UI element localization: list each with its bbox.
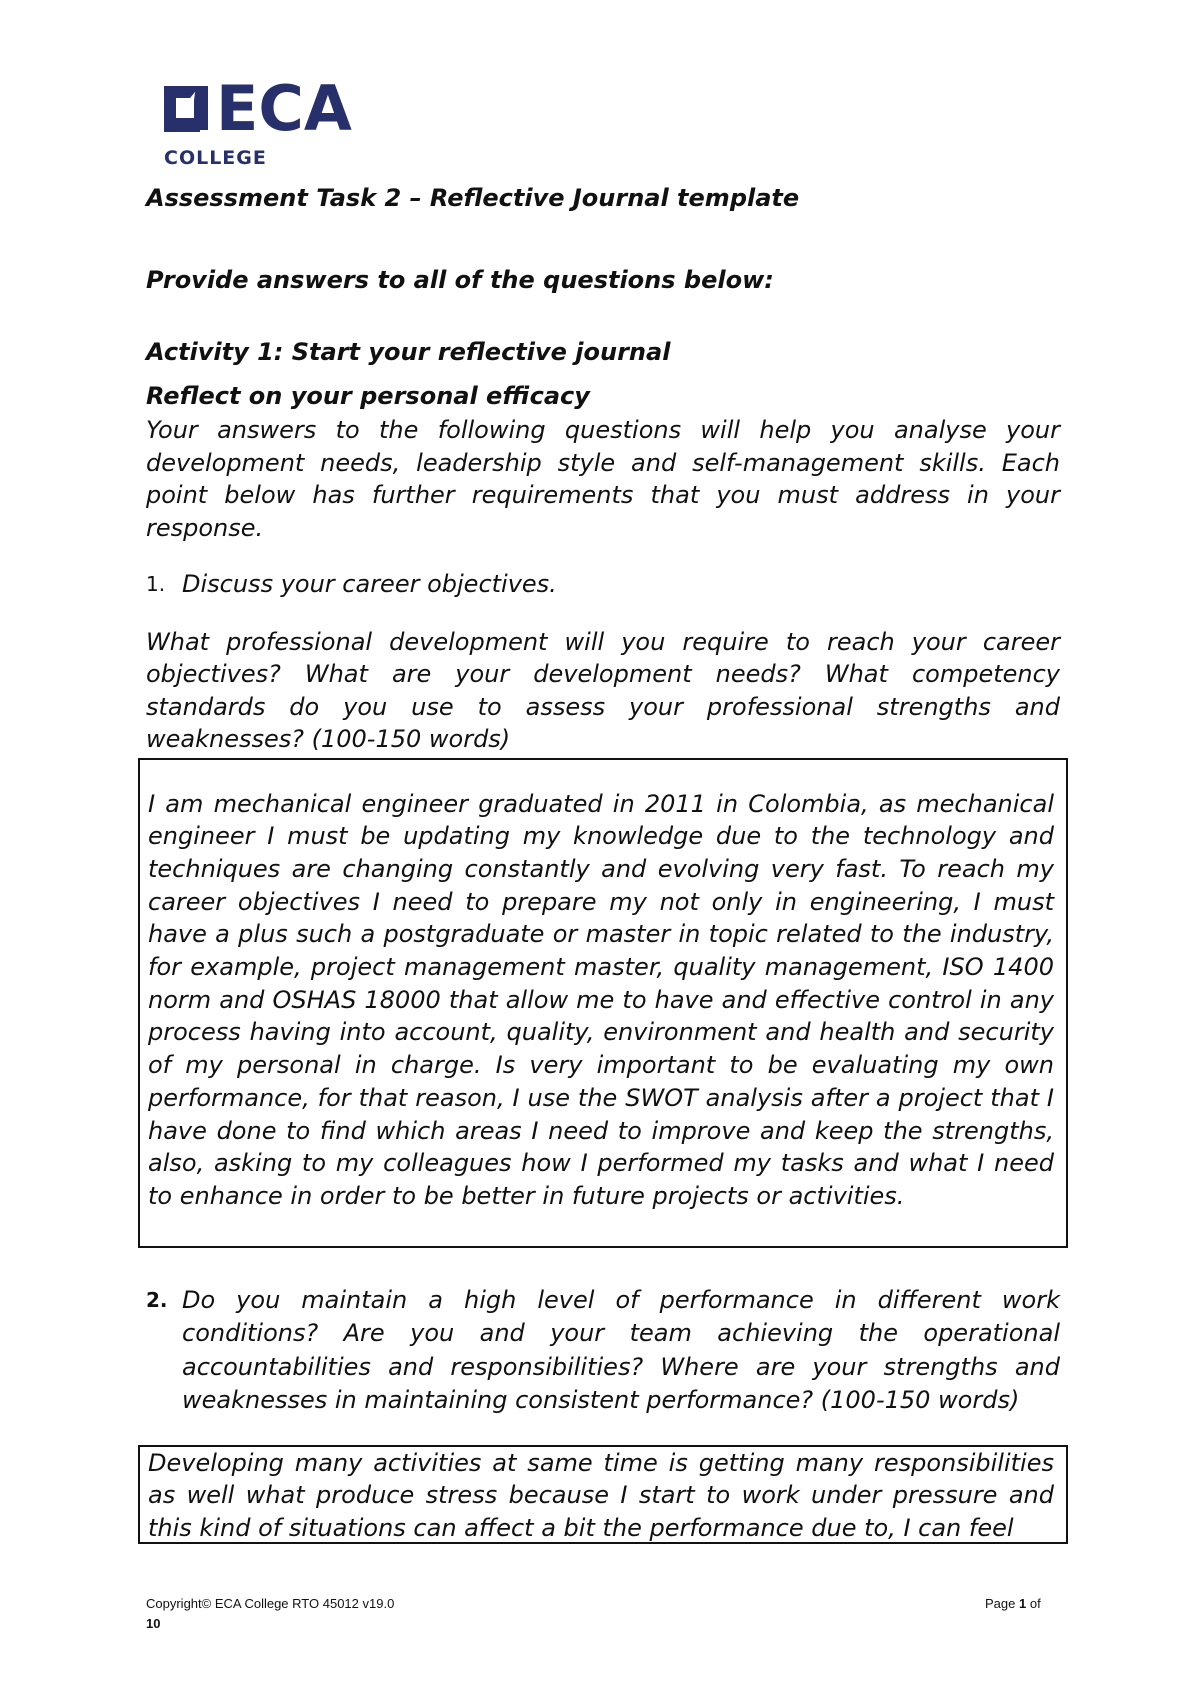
footer-copyright: Copyright© ECA College RTO 45012 v19.0 [146, 1596, 395, 1611]
question-1-number: 1. [146, 572, 166, 596]
question-2-number: 2. [146, 1287, 168, 1312]
activity-heading: Activity 1: Start your reflective journal [146, 338, 671, 366]
answer-box-1[interactable] [138, 758, 1068, 1248]
footer-page-number: 1 [1019, 1596, 1027, 1611]
logo-mark-right [194, 86, 208, 130]
intro-paragraph: Your answers to the following questions will help you analyse your development needs, leadership style and self-management skills. Each point below has further requirements that you must address in your response. [146, 416, 1060, 542]
logo-wordmark: ECA [216, 80, 352, 145]
question-1-detail: What professional development will you require to reach your career objectives? What are your development needs? What competency standards do you use to assess your professional strengths and weaknesses? (100-150 words) [146, 627, 1060, 753]
document-title: Assessment Task 2 – Reflective Journal template [146, 184, 800, 212]
section-subheading: Reflect on your personal efficacy [146, 382, 590, 410]
footer-page-label: Page [985, 1596, 1016, 1611]
footer-of-label: of [1029, 1596, 1041, 1611]
footer-page-indicator [985, 1593, 1041, 1615]
question-2-prompt: Do you maintain a high level of performance in different work conditions? Are you and your team achieving the operational accountabilities and responsibilities? Where are your strengths and weaknesses in maintaining consistent performance? (100-150 words) [182, 1285, 1060, 1414]
footer-total-pages: 10 [146, 1616, 161, 1631]
eca-college-logo [160, 80, 425, 180]
question-1 [146, 568, 1060, 602]
instruction-text: Provide answers to all of the questions below: [146, 266, 774, 294]
eca-logo-graphic [160, 80, 425, 180]
answer-2-text: Developing many activities at same time is getting many responsibilities as well what produce stress because I start to work under pressure and this kind of situations can affect a bit the performance due to, I can feel [148, 1448, 1054, 1542]
answer-box-2[interactable] [138, 1445, 1068, 1544]
answer-1-text: I am mechanical engineer graduated in 2011 in Colombia, as mechanical engineer I must be updating my knowledge due to the technology and techniques are changing constantly and evolving very fast. To reach my career objectives I need to prepare my not only in engineering, I must have a plus such a postgraduate or master in topic related to the industry, for example, project management master, quality management, ISO 1400 norm and OSHAS 18000 that allow me to have and effective control in any process having into account, quality, environment and health and security of my personal in charge. Is very important to be evaluating my own performance, for that reason, I use the SWOT analysis after a project that I have done to find which areas I need to improve and keep the strengths, also, asking to my colleagues how I performed my tasks and what I need to enhance in order to be better in future projects or activities. [148, 789, 1054, 1210]
document-body [146, 180, 1060, 1544]
question-1-prompt: Discuss your career objectives. [182, 570, 557, 598]
logo-subtext: COLLEGE [164, 147, 267, 169]
question-2 [146, 1284, 1060, 1418]
